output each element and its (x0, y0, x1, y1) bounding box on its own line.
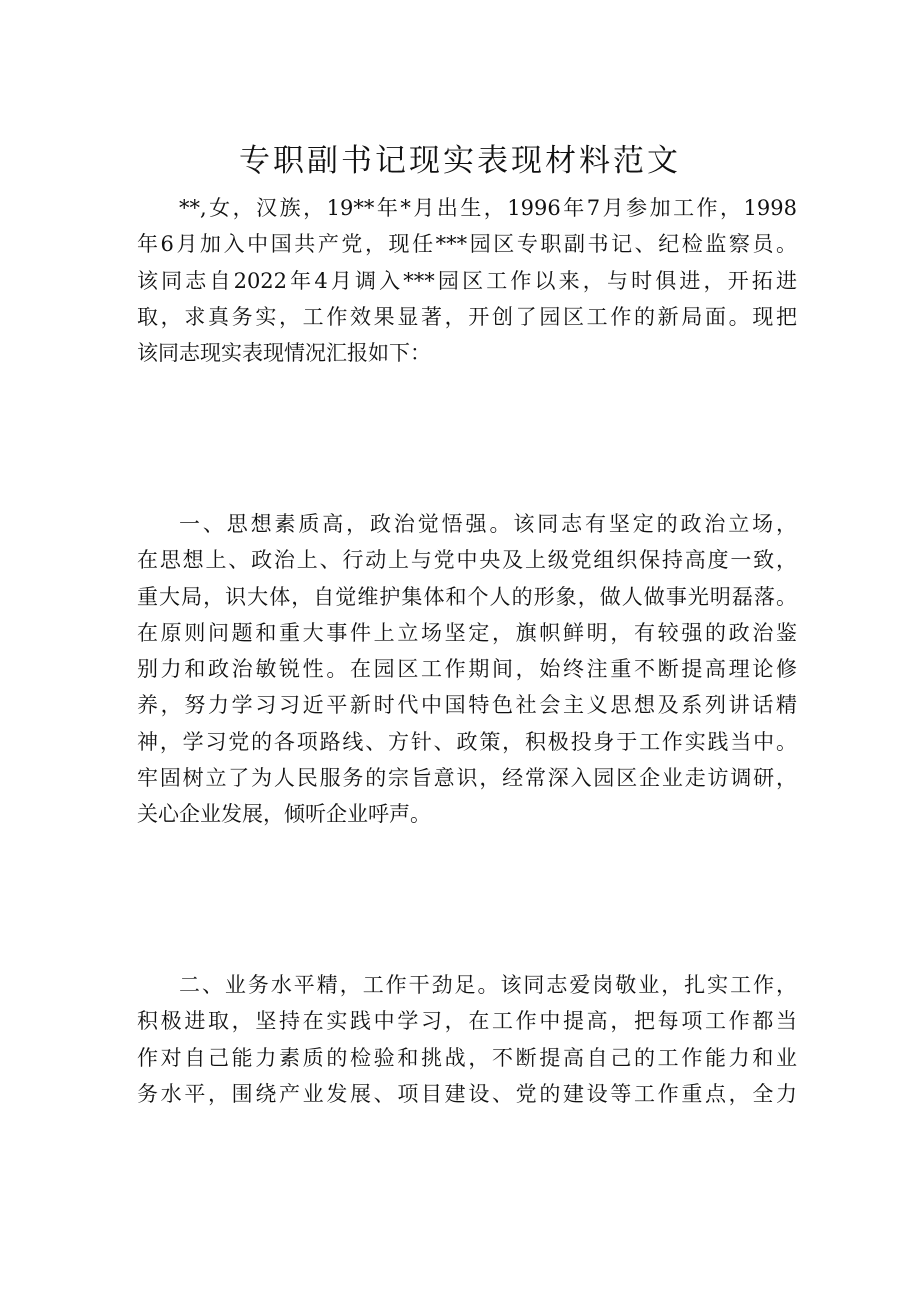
text-line: **,女，汉族，19**年*月出生，1996年7月参加工作，1998 (179, 196, 797, 220)
text-line: 取，求真务实，工作效果显著，开创了园区工作的新局面。现把 (137, 304, 797, 329)
text-line: 一、思想素质高，政治觉悟强。该同志有坚定的政治立场， (179, 512, 797, 536)
text-line: 关心企业发展，倾听企业呼声。 (137, 802, 431, 827)
text-line: 在原则问题和重大事件上立场坚定，旗帜鲜明，有较强的政治鉴 (137, 620, 797, 645)
paragraph-section-2 (137, 967, 797, 1112)
paragraph-intro (137, 190, 797, 371)
text-line: 该同志自2022年4月调入***园区工作以来，与时俱进，开拓进 (137, 268, 797, 293)
text-line: 该同志现实表现情况汇报如下： (137, 341, 431, 366)
document-title: 专职副书记现实表现材料范文 (239, 143, 681, 179)
text-line: 在思想上、政治上、行动上与党中央及上级党组织保持高度一致， (137, 548, 797, 573)
text-line: 养，努力学习习近平新时代中国特色社会主义思想及系列讲话精 (137, 693, 797, 718)
text-line: 二、业务水平精，工作干劲足。该同志爱岗敬业，扎实工作， (179, 973, 797, 997)
text-line: 神，学习党的各项路线、方针、政策，积极投身于工作实践当中。 (137, 729, 797, 754)
text-line: 年6月加入中国共产党，现任***园区专职副书记、纪检监察员。 (137, 232, 797, 257)
text-line: 作对自己能力素质的检验和挑战，不断提高自己的工作能力和业 (137, 1045, 797, 1070)
paragraph-section-1 (137, 506, 797, 833)
text-line: 重大局，识大体，自觉维护集体和个人的形象，做人做事光明磊落。 (137, 584, 797, 609)
text-line: 务水平，围绕产业发展、项目建设、党的建设等工作重点，全力 (137, 1081, 797, 1106)
text-line: 牢固树立了为人民服务的宗旨意识，经常深入园区企业走访调研， (137, 766, 797, 791)
text-line: 积极进取，坚持在实践中学习，在工作中提高，把每项工作都当 (137, 1009, 797, 1034)
text-line: 别力和政治敏锐性。在园区工作期间，始终注重不断提高理论修 (137, 657, 797, 682)
